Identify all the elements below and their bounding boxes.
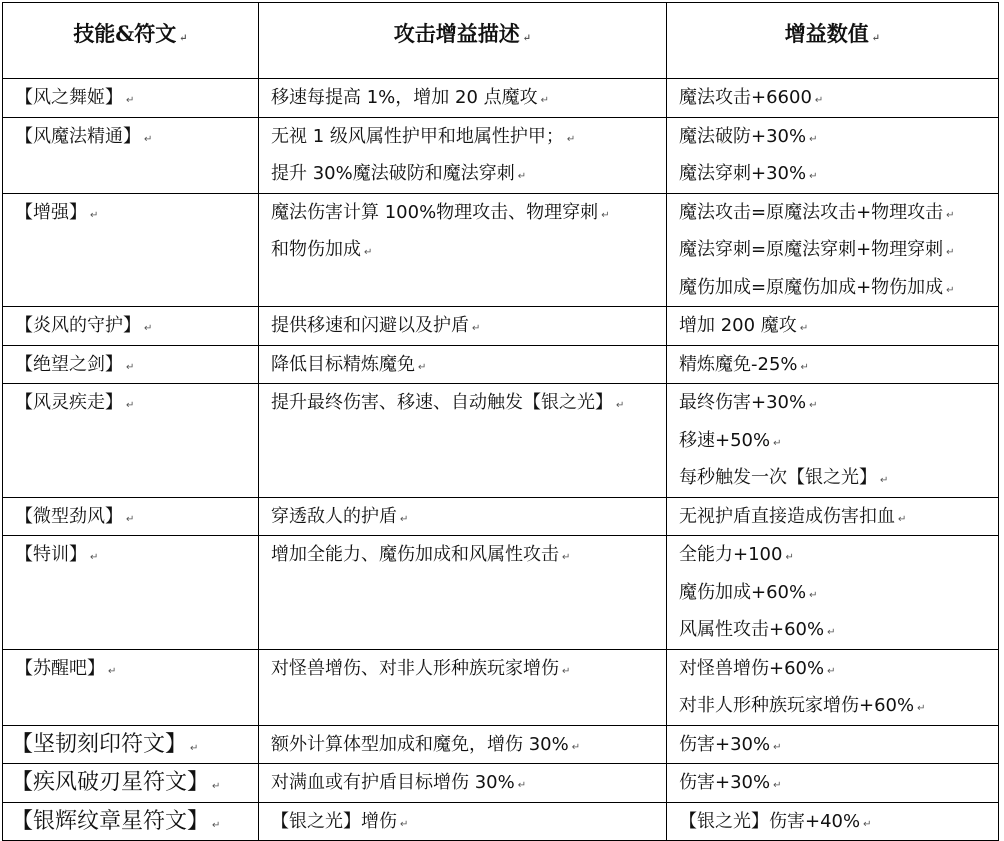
table-row — [3, 193, 999, 307]
paragraph-mark-icon: ↵ — [946, 209, 955, 221]
value-cell — [667, 725, 999, 764]
skill-cell — [3, 764, 259, 803]
value-cell-line — [667, 498, 998, 536]
paragraph-mark-icon: ↵ — [809, 133, 818, 145]
value-cell-line — [667, 194, 998, 232]
paragraph-mark-icon: ↵ — [90, 552, 99, 563]
value-cell — [667, 497, 999, 536]
skill-cell — [3, 384, 259, 498]
skill-cell-text: 【风之舞姬】 — [15, 87, 123, 108]
value-cell-line — [667, 307, 998, 345]
value-cell-text: 伤害+30% — [679, 733, 771, 755]
description-cell-line — [259, 650, 666, 688]
value-cell — [667, 193, 999, 307]
skill-cell — [3, 725, 259, 764]
paragraph-mark-icon: ↵ — [809, 400, 818, 411]
paragraph-mark-icon: ↵ — [472, 323, 481, 334]
value-cell-text: 对怪兽增伤+60% — [679, 657, 825, 679]
value-cell-text: 伤害+30% — [679, 772, 771, 793]
value-cell-text: 全能力+100 — [679, 544, 783, 565]
skill-cell — [3, 307, 259, 346]
skill-cell-line — [3, 79, 258, 117]
skill-cell — [3, 345, 259, 384]
paragraph-mark-icon: ↵ — [562, 552, 571, 563]
description-cell-text: 对满血或有护盾目标增伤 30% — [271, 772, 515, 793]
skill-cell-text: 【疾风破刃星符文】 — [11, 770, 210, 795]
header-description: 攻击增益描述 ↵ — [259, 3, 667, 79]
paragraph-mark-icon: ↵ — [517, 171, 527, 182]
value-cell-text: 对非人形种族玩家增伤+60% — [679, 695, 915, 716]
value-cell-line — [667, 803, 998, 841]
value-cell-line — [667, 536, 998, 574]
description-cell-text: 对怪兽增伤、对非人形种族玩家增伤 — [271, 657, 559, 679]
value-cell — [667, 764, 999, 803]
value-cell-line — [667, 726, 998, 764]
skill-cell — [3, 79, 259, 118]
skill-cell-text: 【苏醒吧】 — [15, 657, 105, 679]
value-cell — [667, 649, 999, 725]
buff-table — [2, 2, 999, 841]
paragraph-mark-icon: ↵ — [212, 819, 221, 831]
paragraph-mark-icon: ↵ — [212, 781, 221, 792]
paragraph-mark-icon: ↵ — [144, 323, 153, 334]
paragraph-mark-icon: ↵ — [400, 513, 409, 525]
description-cell — [259, 497, 667, 536]
paragraph-mark-icon: ↵ — [809, 171, 818, 182]
paragraph-mark-icon: ↵ — [898, 513, 907, 525]
description-cell-line — [259, 307, 666, 345]
description-cell — [259, 384, 667, 498]
description-cell-line — [259, 231, 666, 269]
value-cell-line — [667, 79, 998, 117]
description-cell — [259, 725, 667, 764]
description-cell-text: 穿透敌人的护盾 — [271, 505, 397, 527]
paragraph-mark-icon: ↵ — [799, 323, 809, 334]
table-row — [3, 802, 999, 841]
description-cell-text: 和物伤加成 — [271, 239, 361, 260]
description-cell — [259, 802, 667, 841]
description-cell — [259, 649, 667, 725]
table-row — [3, 536, 999, 650]
value-cell-line — [667, 269, 998, 307]
paragraph-mark-icon: ↵ — [190, 742, 199, 754]
table-body — [3, 79, 999, 841]
paragraph-mark-icon: ↵ — [364, 247, 373, 258]
skill-cell-text: 【炎风的守护】 — [15, 315, 141, 336]
value-cell-text: 魔法穿刺+30% — [679, 163, 807, 184]
value-cell-line — [667, 459, 998, 497]
value-cell-text: 最终伤害+30% — [679, 392, 807, 413]
description-cell-text: 提供移速和闪避以及护盾 — [271, 315, 469, 336]
skill-cell-text: 【增强】 — [15, 201, 87, 223]
skill-cell-line — [3, 536, 258, 574]
table-row — [3, 725, 999, 764]
paragraph-mark-icon: ↵ — [917, 703, 926, 714]
description-cell-line — [259, 118, 666, 156]
skill-cell-line — [3, 764, 258, 802]
value-cell-text: 魔法破防+30% — [679, 125, 807, 147]
skill-cell — [3, 117, 259, 193]
paragraph-mark-icon: ↵ — [126, 95, 135, 106]
description-cell-text: 无视 1 级风属性护甲和地属性护甲； — [271, 125, 564, 147]
paragraph-mark-icon: ↵ — [773, 437, 782, 449]
description-cell-line — [259, 536, 666, 574]
skill-cell-text: 【风灵疾走】 — [15, 392, 123, 413]
skill-cell-line — [3, 726, 258, 764]
description-cell-line — [259, 384, 666, 422]
description-cell — [259, 117, 667, 193]
header-skill: 技能&符文 ↵ — [3, 3, 259, 79]
value-cell-text: 魔法穿刺=原魔法穿刺+物理穿刺 — [679, 239, 944, 260]
table-row — [3, 79, 999, 118]
skill-cell — [3, 497, 259, 536]
description-cell — [259, 307, 667, 346]
paragraph-mark-icon: ↵ — [809, 589, 818, 601]
description-cell-text: 移速每提高 1%，增加 20 点魔攻 — [271, 87, 538, 108]
paragraph-mark-icon: ↵ — [400, 818, 409, 830]
header-value: 增益数值 ↵ — [667, 3, 999, 79]
value-cell-text: 魔法攻击+6600 — [679, 87, 812, 108]
table-row — [3, 307, 999, 346]
description-cell-text: 魔法伤害计算 100%物理攻击、物理穿刺 — [271, 201, 599, 223]
value-cell-line — [667, 231, 998, 269]
description-cell — [259, 345, 667, 384]
paragraph-mark-icon: ↵ — [418, 361, 427, 373]
description-cell — [259, 536, 667, 650]
paragraph-mark-icon: ↵ — [946, 284, 955, 296]
description-cell-line — [259, 764, 666, 802]
value-cell — [667, 384, 999, 498]
description-cell-text: 增加全能力、魔伤加成和风属性攻击 — [271, 544, 559, 565]
table-row — [3, 649, 999, 725]
paragraph-mark-icon: ↵ — [616, 400, 625, 411]
value-cell-text: 无视护盾直接造成伤害扣血 — [679, 505, 895, 527]
skill-cell — [3, 193, 259, 307]
value-cell-line — [667, 650, 998, 688]
description-cell-line — [259, 346, 666, 384]
paragraph-mark-icon: ↵ — [540, 95, 550, 106]
table-row — [3, 764, 999, 803]
value-cell-line — [667, 118, 998, 156]
header-row — [3, 3, 999, 79]
paragraph-mark-icon: ↵ — [814, 95, 824, 106]
paragraph-mark-icon: ↵ — [827, 627, 836, 638]
paragraph-mark-icon: ↵ — [126, 513, 135, 525]
description-cell-line — [259, 803, 666, 841]
skill-cell-line — [3, 118, 258, 156]
description-cell-line — [259, 726, 666, 764]
value-cell-text: 移速+50% — [679, 429, 771, 451]
skill-cell-text: 【风魔法精通】 — [15, 125, 141, 147]
value-cell-line — [667, 574, 998, 612]
skill-cell-line — [3, 346, 258, 384]
skill-cell-text: 【微型劲风】 — [15, 505, 123, 527]
value-cell-line — [667, 687, 998, 725]
value-cell-line — [667, 764, 998, 802]
paragraph-mark-icon: ↵ — [517, 780, 527, 791]
skill-cell-line — [3, 498, 258, 536]
paragraph-mark-icon: ↵ — [126, 361, 135, 373]
paragraph-mark-icon: ↵ — [601, 209, 610, 221]
value-cell-text: 魔法攻击=原魔法攻击+物理攻击 — [679, 201, 944, 223]
skill-cell-text: 【绝望之剑】 — [15, 353, 123, 375]
paragraph-mark-icon: ↵ — [880, 475, 889, 486]
skill-cell-text: 【银辉纹章星符文】 — [11, 808, 210, 834]
description-cell-line — [259, 498, 666, 536]
paragraph-mark-icon: ↵ — [562, 665, 571, 677]
value-cell-text: 魔伤加成=原魔伤加成+物伤加成 — [679, 276, 944, 298]
value-cell-line — [667, 155, 998, 193]
description-cell-text: 提升 30%魔法破防和魔法穿刺 — [271, 163, 515, 184]
value-cell — [667, 307, 999, 346]
paragraph-mark-icon: ↵ — [800, 361, 809, 373]
skill-cell-line — [3, 650, 258, 688]
value-cell — [667, 79, 999, 118]
description-cell-line — [259, 194, 666, 232]
paragraph-mark-icon: ↵ — [566, 133, 576, 145]
description-cell-text: 提升最终伤害、移速、自动触发【银之光】 — [271, 392, 613, 413]
description-cell — [259, 193, 667, 307]
table-row — [3, 345, 999, 384]
paragraph-mark-icon: ↵ — [773, 780, 782, 791]
skill-cell — [3, 536, 259, 650]
value-cell — [667, 117, 999, 193]
skill-cell-line — [3, 384, 258, 422]
skill-cell-line — [3, 307, 258, 345]
value-cell-text: 【银之光】伤害+40% — [679, 810, 861, 832]
description-cell — [259, 764, 667, 803]
paragraph-mark-icon: ↵ — [90, 209, 99, 221]
value-cell-line — [667, 422, 998, 460]
skill-cell-line — [3, 803, 258, 841]
paragraph-mark-icon: ↵ — [827, 665, 836, 677]
table-row — [3, 117, 999, 193]
skill-cell — [3, 802, 259, 841]
description-cell-line — [259, 79, 666, 117]
paragraph-mark-icon: ↵ — [946, 247, 955, 258]
value-cell — [667, 345, 999, 384]
value-cell-text: 增加 200 魔攻 — [679, 315, 797, 336]
value-cell — [667, 802, 999, 841]
skill-cell-line — [3, 194, 258, 232]
table-row — [3, 497, 999, 536]
skill-cell-text: 【特训】 — [15, 544, 87, 565]
paragraph-mark-icon: ↵ — [785, 552, 794, 563]
skill-cell — [3, 649, 259, 725]
paragraph-mark-icon: ↵ — [863, 818, 872, 830]
value-cell-text: 风属性攻击+60% — [679, 619, 825, 640]
table-row — [3, 384, 999, 498]
value-cell-text: 每秒触发一次【银之光】 — [679, 467, 877, 488]
description-cell-text: 额外计算体型加成和魔免，增伤 30% — [271, 733, 569, 755]
value-cell-line — [667, 611, 998, 649]
value-cell — [667, 536, 999, 650]
value-cell-line — [667, 346, 998, 384]
paragraph-mark-icon: ↵ — [571, 741, 581, 753]
description-cell-line — [259, 155, 666, 193]
paragraph-mark-icon: ↵ — [126, 400, 135, 411]
description-cell-text: 降低目标精炼魔免 — [271, 353, 415, 375]
paragraph-mark-icon: ↵ — [144, 133, 153, 145]
description-cell — [259, 79, 667, 118]
value-cell-line — [667, 384, 998, 422]
value-cell-text: 精炼魔免-25% — [679, 353, 798, 375]
paragraph-mark-icon: ↵ — [108, 665, 117, 677]
skill-cell-text: 【坚韧刻印符文】 — [11, 731, 188, 757]
paragraph-mark-icon: ↵ — [773, 741, 782, 753]
description-cell-text: 【银之光】增伤 — [271, 810, 397, 832]
value-cell-text: 魔伤加成+60% — [679, 581, 807, 603]
